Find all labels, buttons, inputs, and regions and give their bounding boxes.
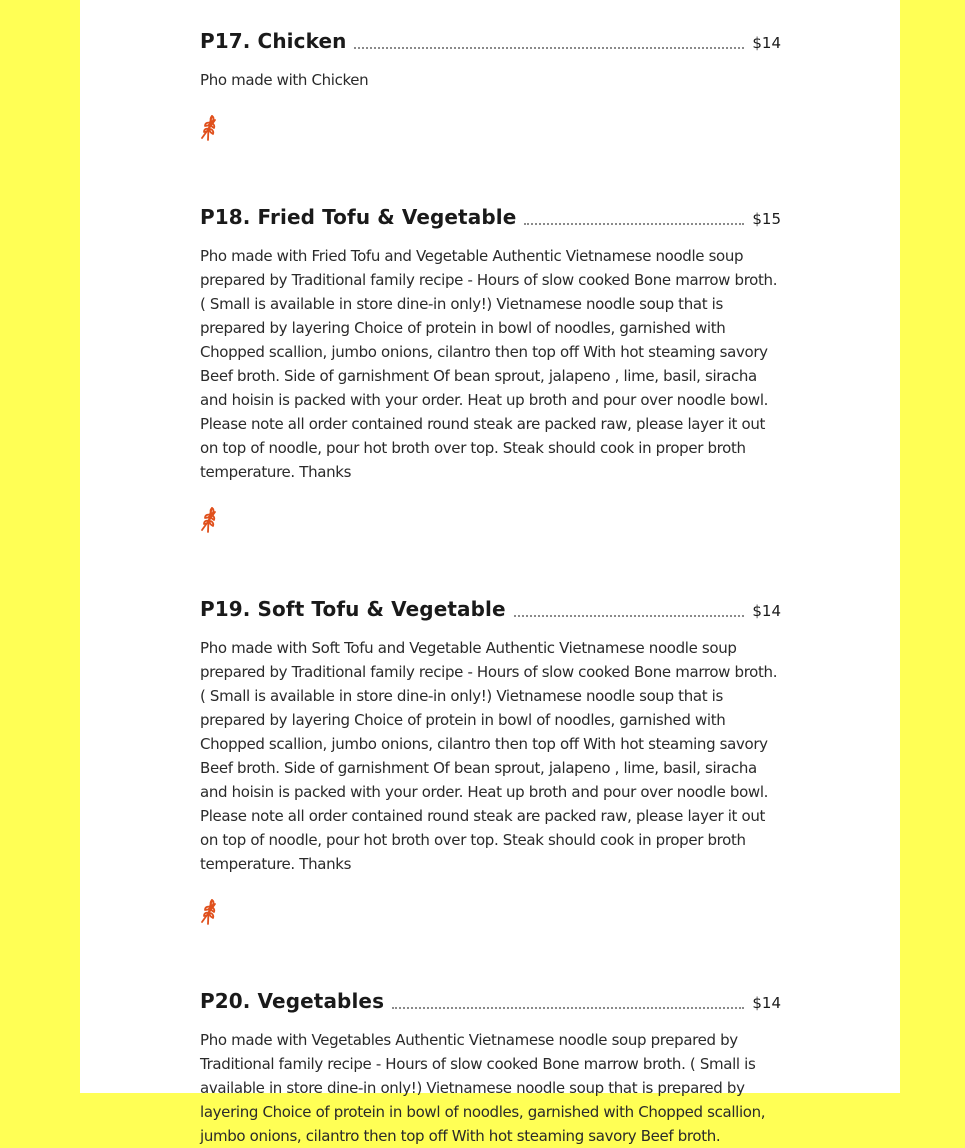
menu-item-price: $14 bbox=[752, 994, 781, 1012]
gluten-free-icon bbox=[200, 112, 218, 142]
menu-item-description: Pho made with Soft Tofu and Vegetable Authentic Vietnamese noodle soup prepared by Traditional family recipe - Hours of slow cooked Bone marrow broth. ( Small is available in store dine-in only!) Vietnamese noodle soup that is prepared by layering Choice of protein in bowl of noodles, garnished with Chopped scallion, jumbo onions, cilantro then top off With hot steaming savory Beef broth. Side of garnishment Of bean sprout, jalapeno , lime, basil, siracha and hoisin is packed with your order. Heat up broth and pour over noodle bowl. Please note all order contained round steak are packed raw, please layer it out on top of noodle, pour hot broth over top. Steak should cook in proper broth temperature. Thanks bbox=[200, 639, 778, 873]
menu-item-header bbox=[200, 984, 781, 1016]
menu-item-name: P17. Chicken bbox=[200, 29, 347, 53]
gluten-free-icon bbox=[200, 896, 218, 926]
dotted-leader bbox=[514, 615, 745, 617]
menu-item-header bbox=[200, 592, 781, 624]
menu-item-header bbox=[200, 200, 781, 232]
menu-item bbox=[200, 592, 781, 984]
gluten-free-icon bbox=[200, 504, 218, 534]
dotted-leader bbox=[354, 47, 744, 49]
menu-item-description: Pho made with Vegetables Authentic Vietnamese noodle soup prepared by Traditional family recipe - Hours of slow cooked Bone marrow broth. ( Small is available in store dine-in only!) Vietnamese noodle soup that is prepared by layering Choice of protein in bowl of noodles, garnished with Chopped scallion, jumbo onions, cilantro then top off With hot steaming savory Beef broth. bbox=[200, 1031, 766, 1145]
menu-item-header bbox=[200, 24, 781, 56]
menu-item-description: Pho made with Chicken bbox=[200, 71, 369, 89]
menu-item bbox=[200, 200, 781, 592]
menu-panel bbox=[80, 0, 900, 1145]
menu-item-price: $14 bbox=[752, 602, 781, 620]
menu-item-name: P18. Fried Tofu & Vegetable bbox=[200, 205, 517, 229]
menu-item-name: P20. Vegetables bbox=[200, 989, 385, 1013]
menu-item-description: Pho made with Fried Tofu and Vegetable Authentic Vietnamese noodle soup prepared by Traditional family recipe - Hours of slow cooked Bone marrow broth. ( Small is available in store dine-in only!) Vietnamese noodle soup that is prepared by layering Choice of protein in bowl of noodles, garnished with Chopped scallion, jumbo onions, cilantro then top off With hot steaming savory Beef broth. Side of garnishment Of bean sprout, jalapeno , lime, basil, siracha and hoisin is packed with your order. Heat up broth and pour over noodle bowl. Please note all order contained round steak are packed raw, please layer it out on top of noodle, pour hot broth over top. Steak should cook in proper broth temperature. Thanks bbox=[200, 247, 778, 481]
menu-list bbox=[200, 24, 781, 1148]
menu-item-price: $14 bbox=[752, 34, 781, 52]
menu-item bbox=[200, 984, 781, 1148]
dotted-leader bbox=[392, 1007, 744, 1009]
dotted-leader bbox=[524, 223, 744, 225]
menu-item-price: $15 bbox=[752, 210, 781, 228]
menu-item-name: P19. Soft Tofu & Vegetable bbox=[200, 597, 506, 621]
menu-item bbox=[200, 24, 781, 200]
